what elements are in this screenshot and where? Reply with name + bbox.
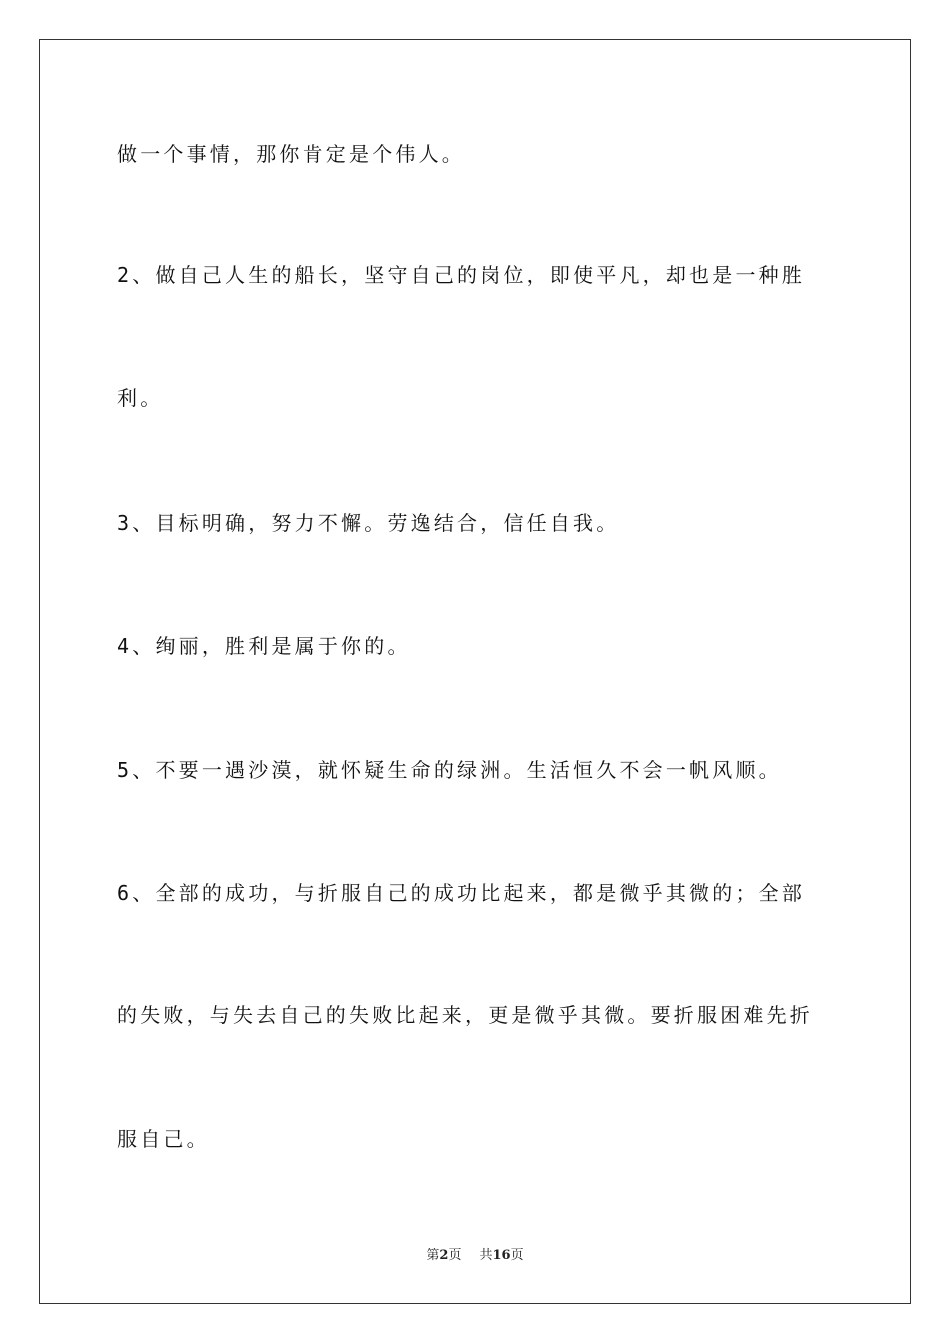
page-number: 2	[439, 1248, 449, 1263]
text-line-5: 4、绚丽，胜利是属于你的。	[117, 634, 411, 658]
page-suffix: 页	[448, 1248, 462, 1263]
text-line-6: 5、不要一遇沙漠，就怀疑生命的绿洲。生活恒久不会一帆风顺。	[117, 758, 782, 782]
text-line-1: 做一个事情，那你肯定是个伟人。	[117, 142, 465, 166]
text-line-8: 的失败，与失去自己的失败比起来，更是微乎其微。要折服困难先折	[117, 1003, 813, 1027]
text-line-9: 服自己。	[117, 1127, 210, 1151]
text-line-7: 6、全部的成功，与折服自己的成功比起来，都是微乎其微的；全部	[117, 881, 806, 905]
total-pages: 16	[492, 1248, 511, 1263]
page-border	[39, 39, 911, 1304]
text-line-4: 3、目标明确，努力不懈。劳逸结合，信任自我。	[117, 511, 620, 535]
page-prefix: 第	[426, 1248, 440, 1263]
total-prefix: 共	[479, 1248, 493, 1263]
page-footer	[0, 1247, 950, 1265]
text-line-2: 2、做自己人生的船长，坚守自己的岗位，即使平凡，却也是一种胜	[117, 263, 806, 287]
text-line-3: 利。	[117, 386, 164, 410]
total-suffix: 页	[510, 1248, 524, 1263]
